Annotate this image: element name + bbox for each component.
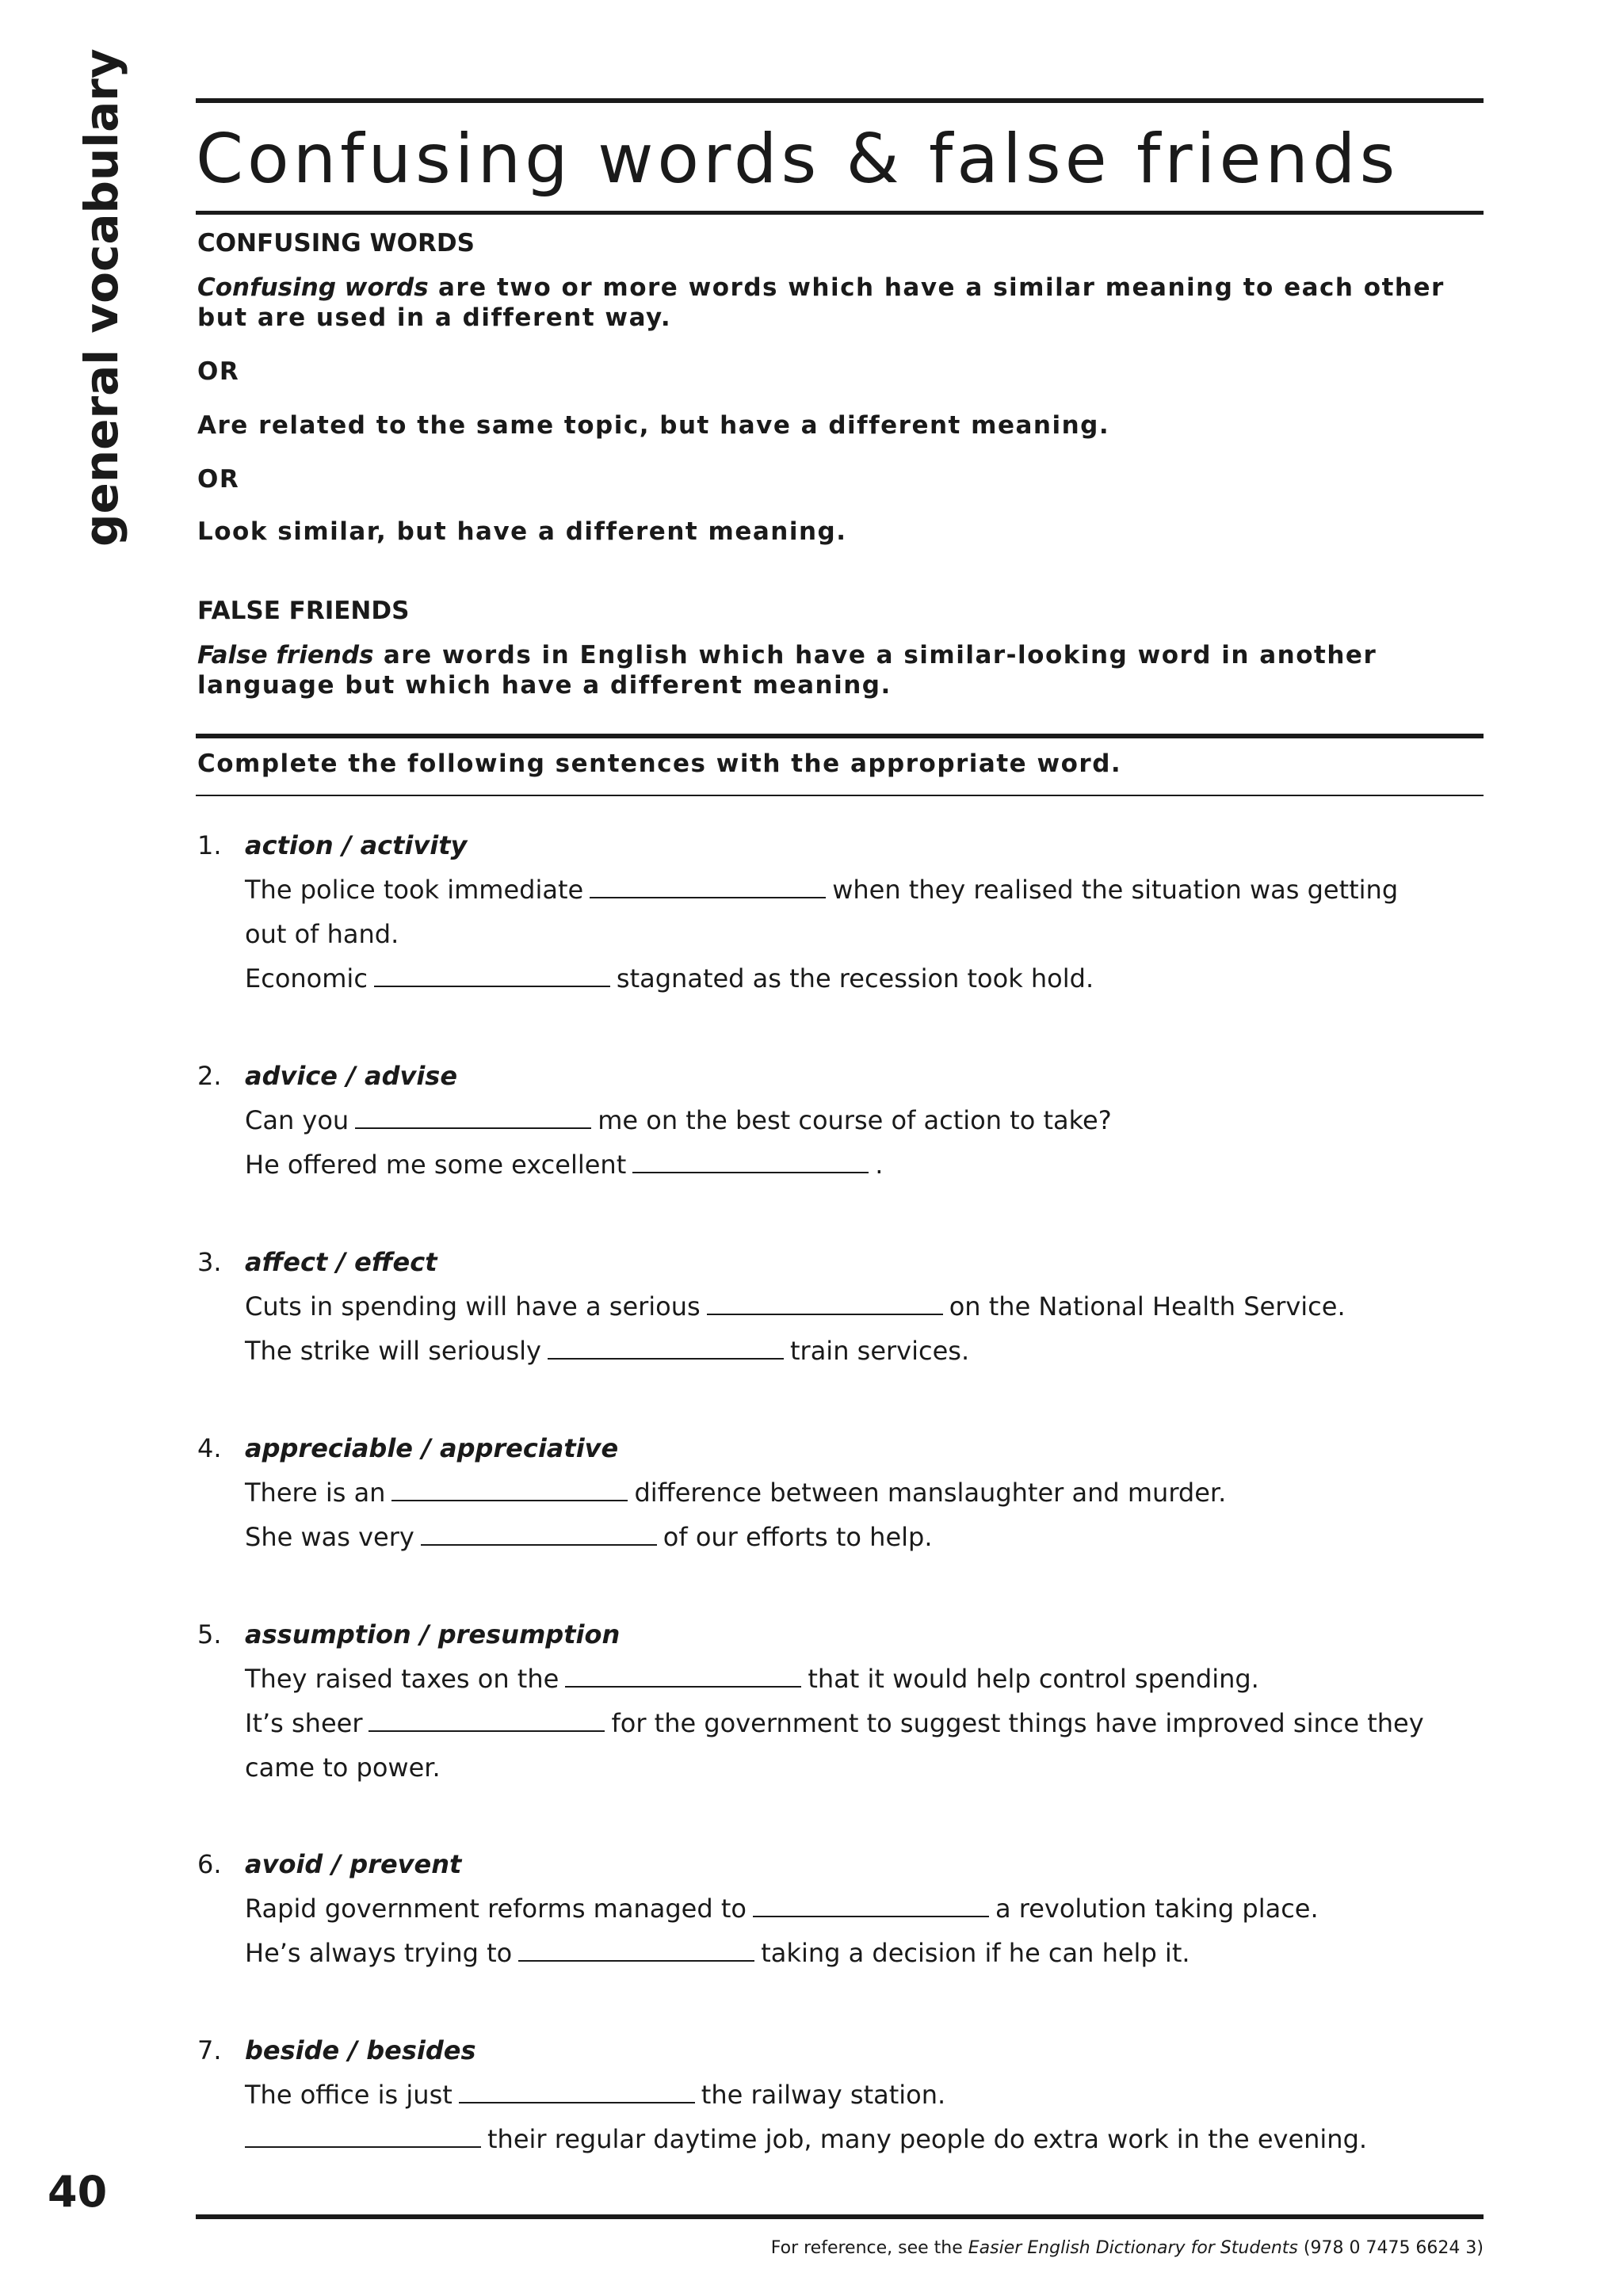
bottom-rule [196,2214,1484,2219]
word-pair: avoid / prevent [245,1849,462,1879]
exercise-number: 4. [197,1433,222,1463]
page-title: Confusing words & false friends [196,120,1400,199]
instruction-bottom-rule [196,795,1484,796]
exercise-number: 3. [197,1247,222,1277]
sentence-1: The police took immediate when they realised the situation was getting out of hand. [245,875,1399,949]
confusing-words-line-2: Are related to the same topic, but have a different meaning. [197,411,1110,440]
answer-blank[interactable] [374,965,610,987]
sentence-1: There is an difference between manslaughter and murder. [245,1478,1227,1508]
sentence-2: Economic stagnated as the recession took hold. [245,963,1094,994]
sentence-2: their regular daytime job, many people do extra work in the evening. [245,2117,1485,2161]
title-rule [196,211,1484,215]
confusing-words-term: Confusing words [197,273,429,302]
or-separator-2: OR [197,465,240,494]
answer-blank[interactable] [369,1710,605,1732]
false-friends-term: False friends [197,641,374,669]
word-pair: affect / effect [245,1247,437,1277]
word-pair: appreciable / appreciative [245,1433,619,1463]
exercise-4 [197,1426,1485,1559]
exercise-7 [197,2028,1485,2161]
sentence-1: Cuts in spending will have a serious on the National Health Service. [245,1291,1346,1322]
answer-blank[interactable] [753,1895,989,1917]
answer-blank[interactable] [355,1107,591,1129]
sentence-2: It’s sheer for the government to suggest things have improved since they came to power. [245,1708,1424,1783]
reference-footer: For reference, see the Easier English Dictionary for Students (978 0 7475 6624 3) [770,2238,1484,2258]
false-friends-definition: False friends are words in English which have a similar-looking word in another language but which have a different meaning. [197,641,1377,700]
word-pair: beside / besides [245,2035,476,2065]
answer-blank[interactable] [245,2126,481,2148]
answer-blank[interactable] [518,1939,754,1962]
top-rule [196,98,1484,103]
confusing-words-line-3: Look similar, but have a different meaning. [197,517,847,546]
answer-blank[interactable] [707,1293,943,1315]
sentence-1: Can you me on the best course of action to take? [245,1105,1112,1135]
exercise-number: 1. [197,830,222,860]
instruction-top-rule [196,734,1484,738]
answer-blank[interactable] [421,1524,657,1546]
exercise-number: 2. [197,1061,222,1091]
answer-blank[interactable] [391,1479,628,1501]
sentence-2: He offered me some excellent . [245,1150,884,1180]
sentence-1: The office is just the railway station. [245,2080,946,2110]
or-separator-1: OR [197,357,240,386]
sentence-2: The strike will seriously train services. [245,1336,970,1366]
side-section-label: general vocabulary [74,48,128,547]
sentence-1: They raised taxes on the that it would help control spending. [245,1664,1259,1694]
exercise-5 [197,1612,1485,1790]
answer-blank[interactable] [590,876,826,898]
sentence-2: She was very of our efforts to help. [245,1522,933,1552]
word-pair: action / activity [245,830,468,860]
answer-blank[interactable] [632,1151,869,1173]
exercise-number: 7. [197,2035,222,2065]
answer-blank[interactable] [548,1337,784,1360]
confusing-words-definition: Confusing words are two or more words which have a similar meaning to each other but are used in a different way. [197,273,1445,332]
exercise-2 [197,1054,1485,1187]
exercise-1 [197,823,1485,1001]
exercise-instruction: Complete the following sentences with the appropriate word. [197,749,1122,778]
sentence-2: He’s always trying to taking a decision if he can help it. [245,1938,1190,1968]
dictionary-title: Easier English Dictionary for Students [968,2238,1298,2258]
word-pair: advice / advise [245,1061,458,1091]
answer-blank[interactable] [565,1665,801,1688]
exercise-3 [197,1240,1485,1373]
page-number: 40 [48,2167,108,2217]
exercise-number: 5. [197,1619,222,1650]
answer-blank[interactable] [459,2081,695,2103]
sentence-1: Rapid government reforms managed to a revolution taking place. [245,1894,1319,1924]
word-pair: assumption / presumption [245,1619,621,1650]
exercise-number: 6. [197,1849,222,1879]
exercise-6 [197,1842,1485,1975]
confusing-words-heading: CONFUSING WORDS [197,229,475,257]
false-friends-heading: FALSE FRIENDS [197,597,410,625]
